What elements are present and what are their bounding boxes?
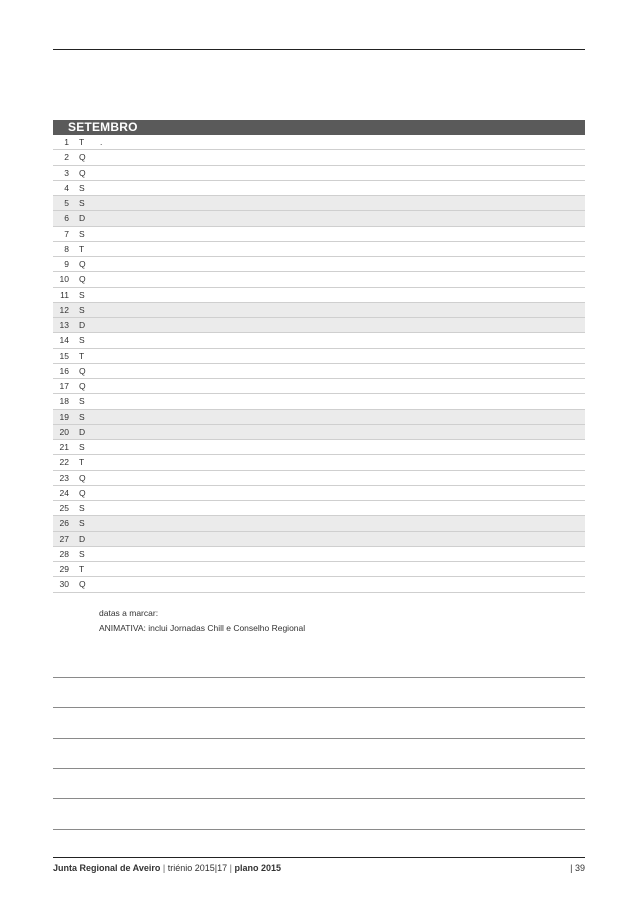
- month-header: SETEMBRO: [53, 120, 585, 135]
- day-row: [53, 501, 585, 516]
- day-weekday: Q: [79, 472, 86, 483]
- day-row: [53, 516, 585, 531]
- day-number: 5: [64, 198, 69, 208]
- day-row: [53, 410, 585, 425]
- day-weekday: S: [79, 335, 85, 346]
- footer-plan: plano 2015: [234, 863, 282, 873]
- day-row: [53, 440, 585, 455]
- day-number: 23: [59, 472, 69, 483]
- footer-separator: |: [162, 863, 166, 873]
- day-number: 18: [59, 396, 69, 407]
- day-weekday: S: [79, 442, 85, 452]
- day-weekday: S: [79, 289, 85, 300]
- day-row: [53, 333, 585, 348]
- day-note: .: [100, 137, 103, 147]
- day-weekday: Q: [79, 152, 86, 163]
- day-weekday: T: [79, 564, 85, 574]
- day-row: [53, 394, 585, 409]
- day-weekday: Q: [79, 274, 86, 285]
- footer-separator: |: [229, 863, 232, 873]
- day-number: 7: [64, 228, 69, 239]
- day-weekday: D: [79, 533, 86, 544]
- day-row: [53, 349, 585, 364]
- day-row: [53, 547, 585, 562]
- day-row: [53, 379, 585, 394]
- day-weekday: Q: [79, 365, 86, 376]
- day-weekday: S: [79, 503, 85, 513]
- day-row: [53, 562, 585, 577]
- day-row: [53, 288, 585, 303]
- day-row: [53, 150, 585, 165]
- day-number: 3: [64, 167, 69, 178]
- day-row: [53, 227, 585, 242]
- day-row: [53, 318, 585, 333]
- day-number: 2: [64, 152, 69, 163]
- day-row: [53, 272, 585, 287]
- day-weekday: S: [79, 304, 85, 315]
- day-number: 26: [59, 518, 69, 529]
- day-number: 22: [59, 457, 69, 468]
- day-row: [53, 486, 585, 501]
- day-number: 11: [60, 289, 69, 300]
- day-number: 8: [64, 243, 69, 254]
- day-number: 24: [59, 487, 69, 498]
- day-number: 6: [64, 213, 69, 224]
- day-weekday: S: [79, 411, 85, 422]
- day-row: [53, 364, 585, 379]
- footer: [53, 862, 585, 874]
- day-weekday: S: [79, 548, 85, 559]
- footer-rule: [53, 857, 585, 858]
- day-number: 20: [59, 426, 69, 437]
- day-number: 1: [64, 137, 69, 147]
- day-number: 30: [59, 579, 69, 590]
- day-number: 21: [59, 442, 69, 452]
- day-number: 12: [59, 304, 69, 315]
- day-row: [53, 242, 585, 257]
- day-weekday: Q: [79, 259, 86, 269]
- day-number: 27: [59, 533, 69, 544]
- day-number: 4: [64, 182, 69, 193]
- day-row: [53, 196, 585, 211]
- day-weekday: S: [79, 518, 85, 529]
- notes-item: ANIMATIVA: inclui Jornadas Chill e Conselho Regional: [99, 623, 306, 633]
- day-weekday: S: [79, 182, 85, 193]
- footer-org: Junta Regional de Aveiro: [53, 863, 161, 873]
- day-weekday: T: [79, 350, 85, 361]
- writing-line: [53, 798, 585, 799]
- day-weekday: T: [79, 137, 85, 147]
- writing-line: [53, 829, 585, 830]
- day-number: 15: [59, 350, 69, 361]
- day-row: [53, 135, 585, 150]
- writing-line: [53, 738, 585, 739]
- writing-line: [53, 768, 585, 769]
- day-row: [53, 532, 585, 547]
- day-weekday: T: [79, 243, 85, 254]
- day-row: [53, 425, 585, 440]
- top-rule: [53, 49, 585, 50]
- day-weekday: T: [79, 457, 85, 468]
- day-row: [53, 257, 585, 272]
- notes-section: [99, 606, 305, 636]
- day-row: [53, 303, 585, 318]
- day-weekday: S: [79, 228, 85, 239]
- day-row: [53, 455, 585, 470]
- footer-period: triénio 2015|17: [167, 863, 228, 873]
- day-number: 13: [59, 320, 69, 330]
- day-list: [53, 135, 585, 593]
- day-number: 25: [59, 503, 69, 513]
- day-number: 29: [59, 564, 69, 574]
- writing-line: [53, 677, 585, 678]
- day-weekday: Q: [79, 579, 86, 590]
- day-number: 9: [64, 259, 69, 269]
- notes-heading: datas a marcar:: [99, 608, 159, 618]
- day-row: [53, 211, 585, 226]
- day-row: [53, 166, 585, 181]
- day-weekday: D: [79, 213, 86, 224]
- day-weekday: S: [79, 198, 85, 208]
- writing-line: [53, 707, 585, 708]
- day-number: 10: [59, 274, 69, 285]
- day-number: 16: [59, 365, 69, 376]
- day-number: 28: [59, 548, 69, 559]
- day-row: [53, 181, 585, 196]
- day-weekday: D: [79, 426, 86, 437]
- day-row: [53, 471, 585, 486]
- day-weekday: Q: [79, 167, 86, 178]
- page-number: | 39: [570, 863, 585, 873]
- day-number: 17: [59, 381, 69, 391]
- day-weekday: Q: [79, 487, 86, 498]
- day-weekday: S: [79, 396, 85, 407]
- day-weekday: D: [79, 320, 86, 330]
- day-weekday: Q: [79, 381, 86, 391]
- day-row: [53, 577, 585, 592]
- day-number: 14: [59, 335, 69, 346]
- day-number: 19: [59, 411, 69, 422]
